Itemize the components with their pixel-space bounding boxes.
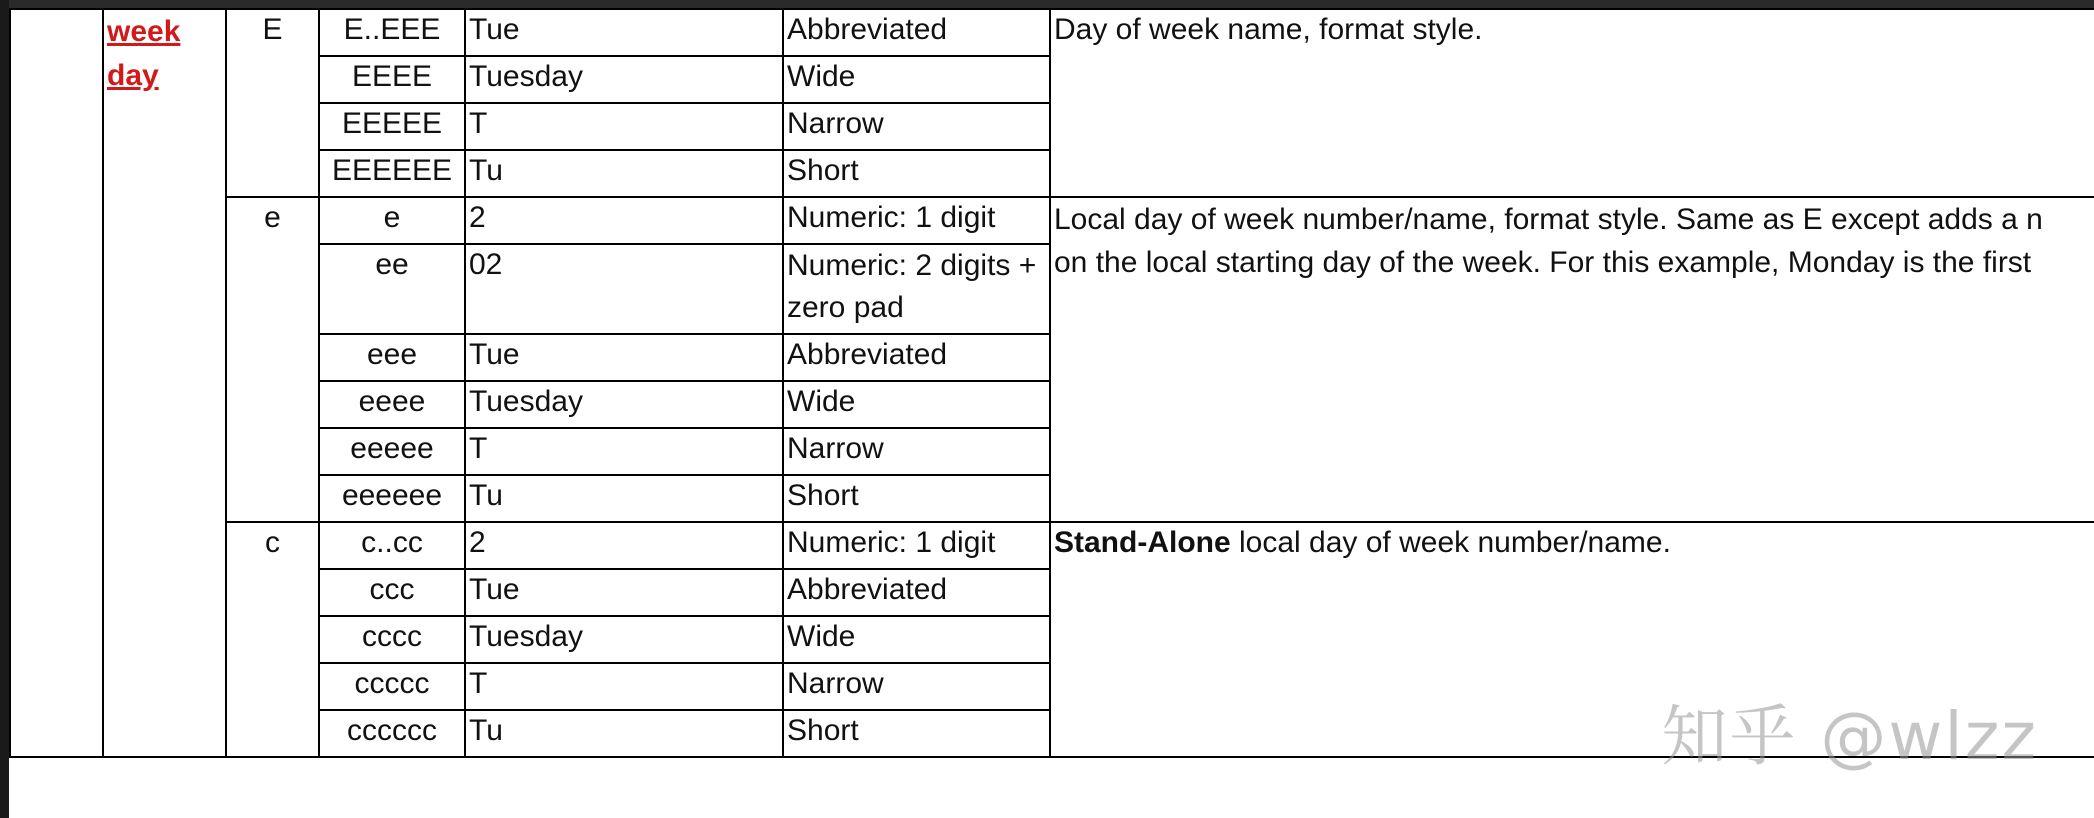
example-cell: T [465,103,783,150]
pattern-cell: eee [319,334,465,381]
example-cell: T [465,428,783,475]
meaning-cell: Short [783,710,1050,757]
notes-line: Local day of week number/name, format style. Same as E except adds a n [1054,203,2043,236]
meaning-cell: Numeric: 2 digits + zero pad [783,244,1050,334]
symbol-cell: e [226,197,319,522]
meaning-cell: Abbreviated [783,334,1050,381]
meaning-cell: Wide [783,56,1050,103]
meaning-cell: Short [783,475,1050,522]
meaning-cell: Narrow [783,103,1050,150]
meaning-cell: Numeric: 1 digit [783,522,1050,569]
meaning-cell: Wide [783,616,1050,663]
pattern-cell: EEEE [319,56,465,103]
symbol-cell: E [226,9,319,197]
table-row [10,522,2094,569]
pattern-cell: ccc [319,569,465,616]
meaning-cell: Abbreviated [783,9,1050,56]
example-cell: Tuesday [465,56,783,103]
example-cell: Tu [465,475,783,522]
meaning-cell: Narrow [783,663,1050,710]
example-cell: 2 [465,522,783,569]
notes-bold-term: Stand-Alone [1054,526,1231,559]
field-name-line1: week [107,15,181,48]
field-name-line2: day [107,59,159,92]
pattern-cell: cccccc [319,710,465,757]
notes-text: Day of week name, format style. [1054,13,1483,46]
example-cell: 02 [465,244,783,334]
notes-cell [1050,9,2094,197]
notes-text: local day of week number/name. [1230,526,1671,559]
pattern-cell: EEEEE [319,103,465,150]
example-cell: Tu [465,150,783,197]
pattern-cell: ccccc [319,663,465,710]
pattern-cell: EEEEEE [319,150,465,197]
pattern-cell: E..EEE [319,9,465,56]
pattern-cell: e [319,197,465,244]
notes-line: on the local starting day of the week. For this example, Monday is the first [1054,246,2032,279]
field-link-week-day[interactable] [107,10,222,98]
example-cell: Tue [465,569,783,616]
meaning-cell: Narrow [783,428,1050,475]
watermark: 知乎 @wlzz [1661,698,2038,775]
example-cell: T [465,663,783,710]
table-row [10,197,2094,244]
meaning-cell: Short [783,150,1050,197]
pattern-cell: ee [319,244,465,334]
meaning-cell: Numeric: 1 digit [783,197,1050,244]
pattern-cell: c..cc [319,522,465,569]
example-cell: Tue [465,334,783,381]
example-cell: Tue [465,9,783,56]
blank-column [10,9,103,757]
example-cell: Tuesday [465,381,783,428]
notes-cell [1050,197,2094,522]
top-edge [0,0,2094,8]
example-cell: Tuesday [465,616,783,663]
pattern-cell: eeeeee [319,475,465,522]
example-cell: 2 [465,197,783,244]
pattern-cell: cccc [319,616,465,663]
pattern-cell: eeee [319,381,465,428]
table-row [10,9,2094,56]
meaning-cell: Wide [783,381,1050,428]
pattern-cell: eeeee [319,428,465,475]
field-cell [103,9,226,757]
example-cell: Tu [465,710,783,757]
date-field-symbol-table [9,8,2094,758]
symbol-cell: c [226,522,319,757]
meaning-cell: Abbreviated [783,569,1050,616]
